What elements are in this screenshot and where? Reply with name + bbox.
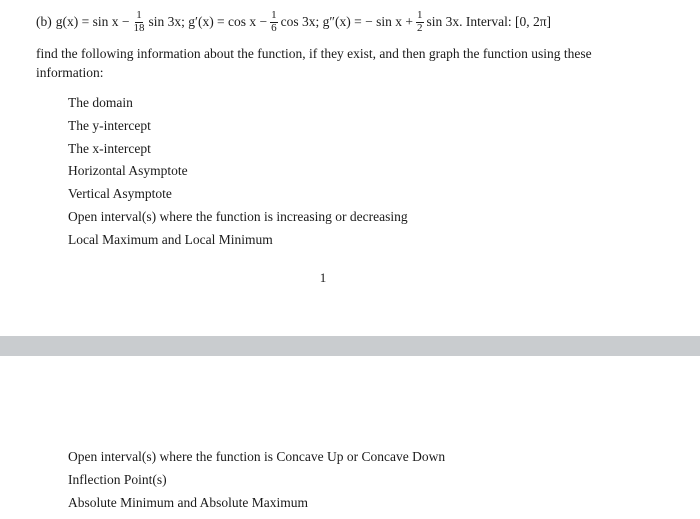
g-rest: sin 3x; g′(x) = cos x − (148, 14, 268, 30)
g-double-prime-rest: sin 3x. Interval: [0, 2π] (426, 14, 552, 30)
item-text: Vertical Asymptote (68, 186, 172, 202)
item-text: Absolute Minimum and Absolute Maximum (68, 494, 308, 510)
item-text: Local Maximum and Local Minimum (68, 231, 273, 247)
item-text: The y-intercept (68, 117, 151, 133)
item-text: Open interval(s) where the function is Concave Up or Concave Down (68, 449, 446, 464)
page-number: 1 (319, 270, 327, 285)
fraction-one-half: $\frac{1}{2}$ (417, 9, 423, 34)
item-text: The x-intercept (68, 140, 151, 156)
item-text: Inflection Point(s) (68, 471, 167, 487)
g-prime-rest: cos 3x; g″(x) = − sin x + (280, 14, 414, 30)
fraction-one-sixth: $\frac{1}{6}$ (271, 9, 277, 34)
g-definition: g(x) = sin x − (55, 14, 130, 30)
problem-label: (b) (36, 14, 52, 30)
item-text: The domain (68, 95, 133, 110)
page-separator (0, 336, 700, 356)
item-text: Open interval(s) where the function is increasing or decreasing (68, 208, 408, 224)
instructions-paragraph: find the following information about the function, if they exist, and then graph the function using these information: (36, 46, 592, 80)
item-text: Horizontal Asymptote (68, 163, 188, 179)
problem-statement (36, 10, 551, 34)
fraction-one-eighteenth: $\frac{1}{18}$ (133, 9, 145, 34)
page-2 (0, 356, 700, 519)
